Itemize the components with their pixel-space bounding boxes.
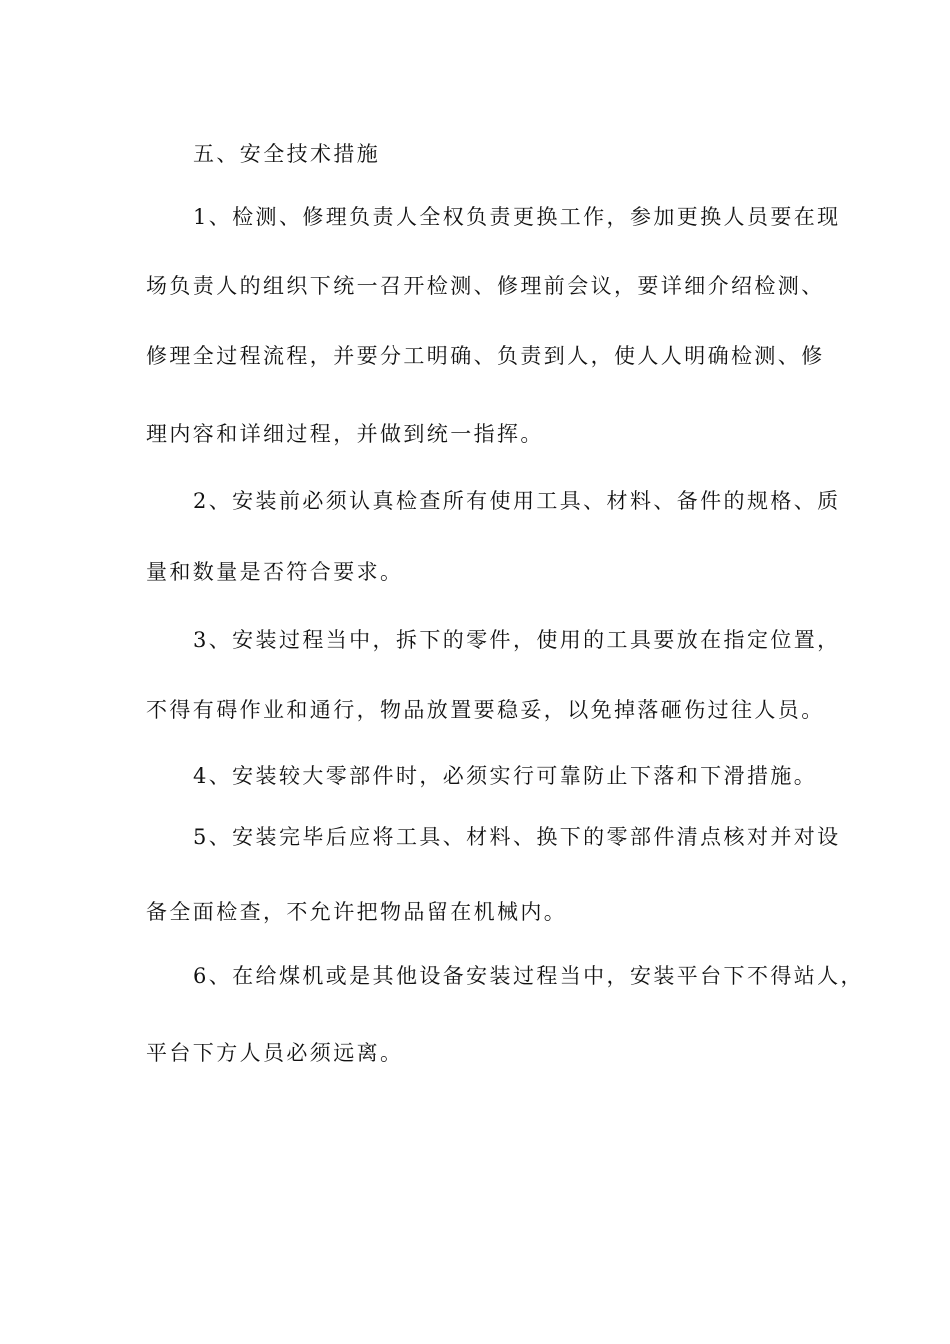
paragraph-5-line-2: 备全面检查，不允许把物品留在机械内。	[146, 900, 568, 924]
paragraph-1-line-2: 场负责人的组织下统一召开检测、修理前会议，要详细介绍检测、	[146, 274, 825, 298]
paragraph-3-line-1: 3、安装过程当中，拆下的零件，使用的工具要放在指定位置，	[193, 628, 841, 652]
paragraph-1-line-1: 1、检测、修理负责人全权负责更换工作，参加更换人员要在现	[193, 205, 841, 229]
paragraph-4-line-1: 4、安装较大零部件时，必须实行可靠防止下落和下滑措施。	[193, 764, 818, 788]
paragraph-1-line-4: 理内容和详细过程，并做到统一指挥。	[146, 422, 544, 446]
paragraph-2-line-1: 2、安装前必须认真检查所有使用工具、材料、备件的规格、质	[193, 489, 841, 513]
paragraph-6-line-1: 6、在给煤机或是其他设备安装过程当中，安装平台下不得站人，	[193, 964, 864, 988]
paragraph-1-line-3: 修理全过程流程，并要分工明确、负责到人，使人人明确检测、修	[146, 344, 825, 368]
paragraph-5-line-1: 5、安装完毕后应将工具、材料、换下的零部件清点核对并对设	[193, 825, 841, 849]
section-heading: 五、安全技术措施	[193, 142, 381, 166]
paragraph-6-line-2: 平台下方人员必须远离。	[146, 1041, 404, 1065]
paragraph-2-line-2: 量和数量是否符合要求。	[146, 560, 404, 584]
paragraph-3-line-2: 不得有碍作业和通行，物品放置要稳妥，以免掉落砸伤过往人员。	[146, 698, 825, 722]
